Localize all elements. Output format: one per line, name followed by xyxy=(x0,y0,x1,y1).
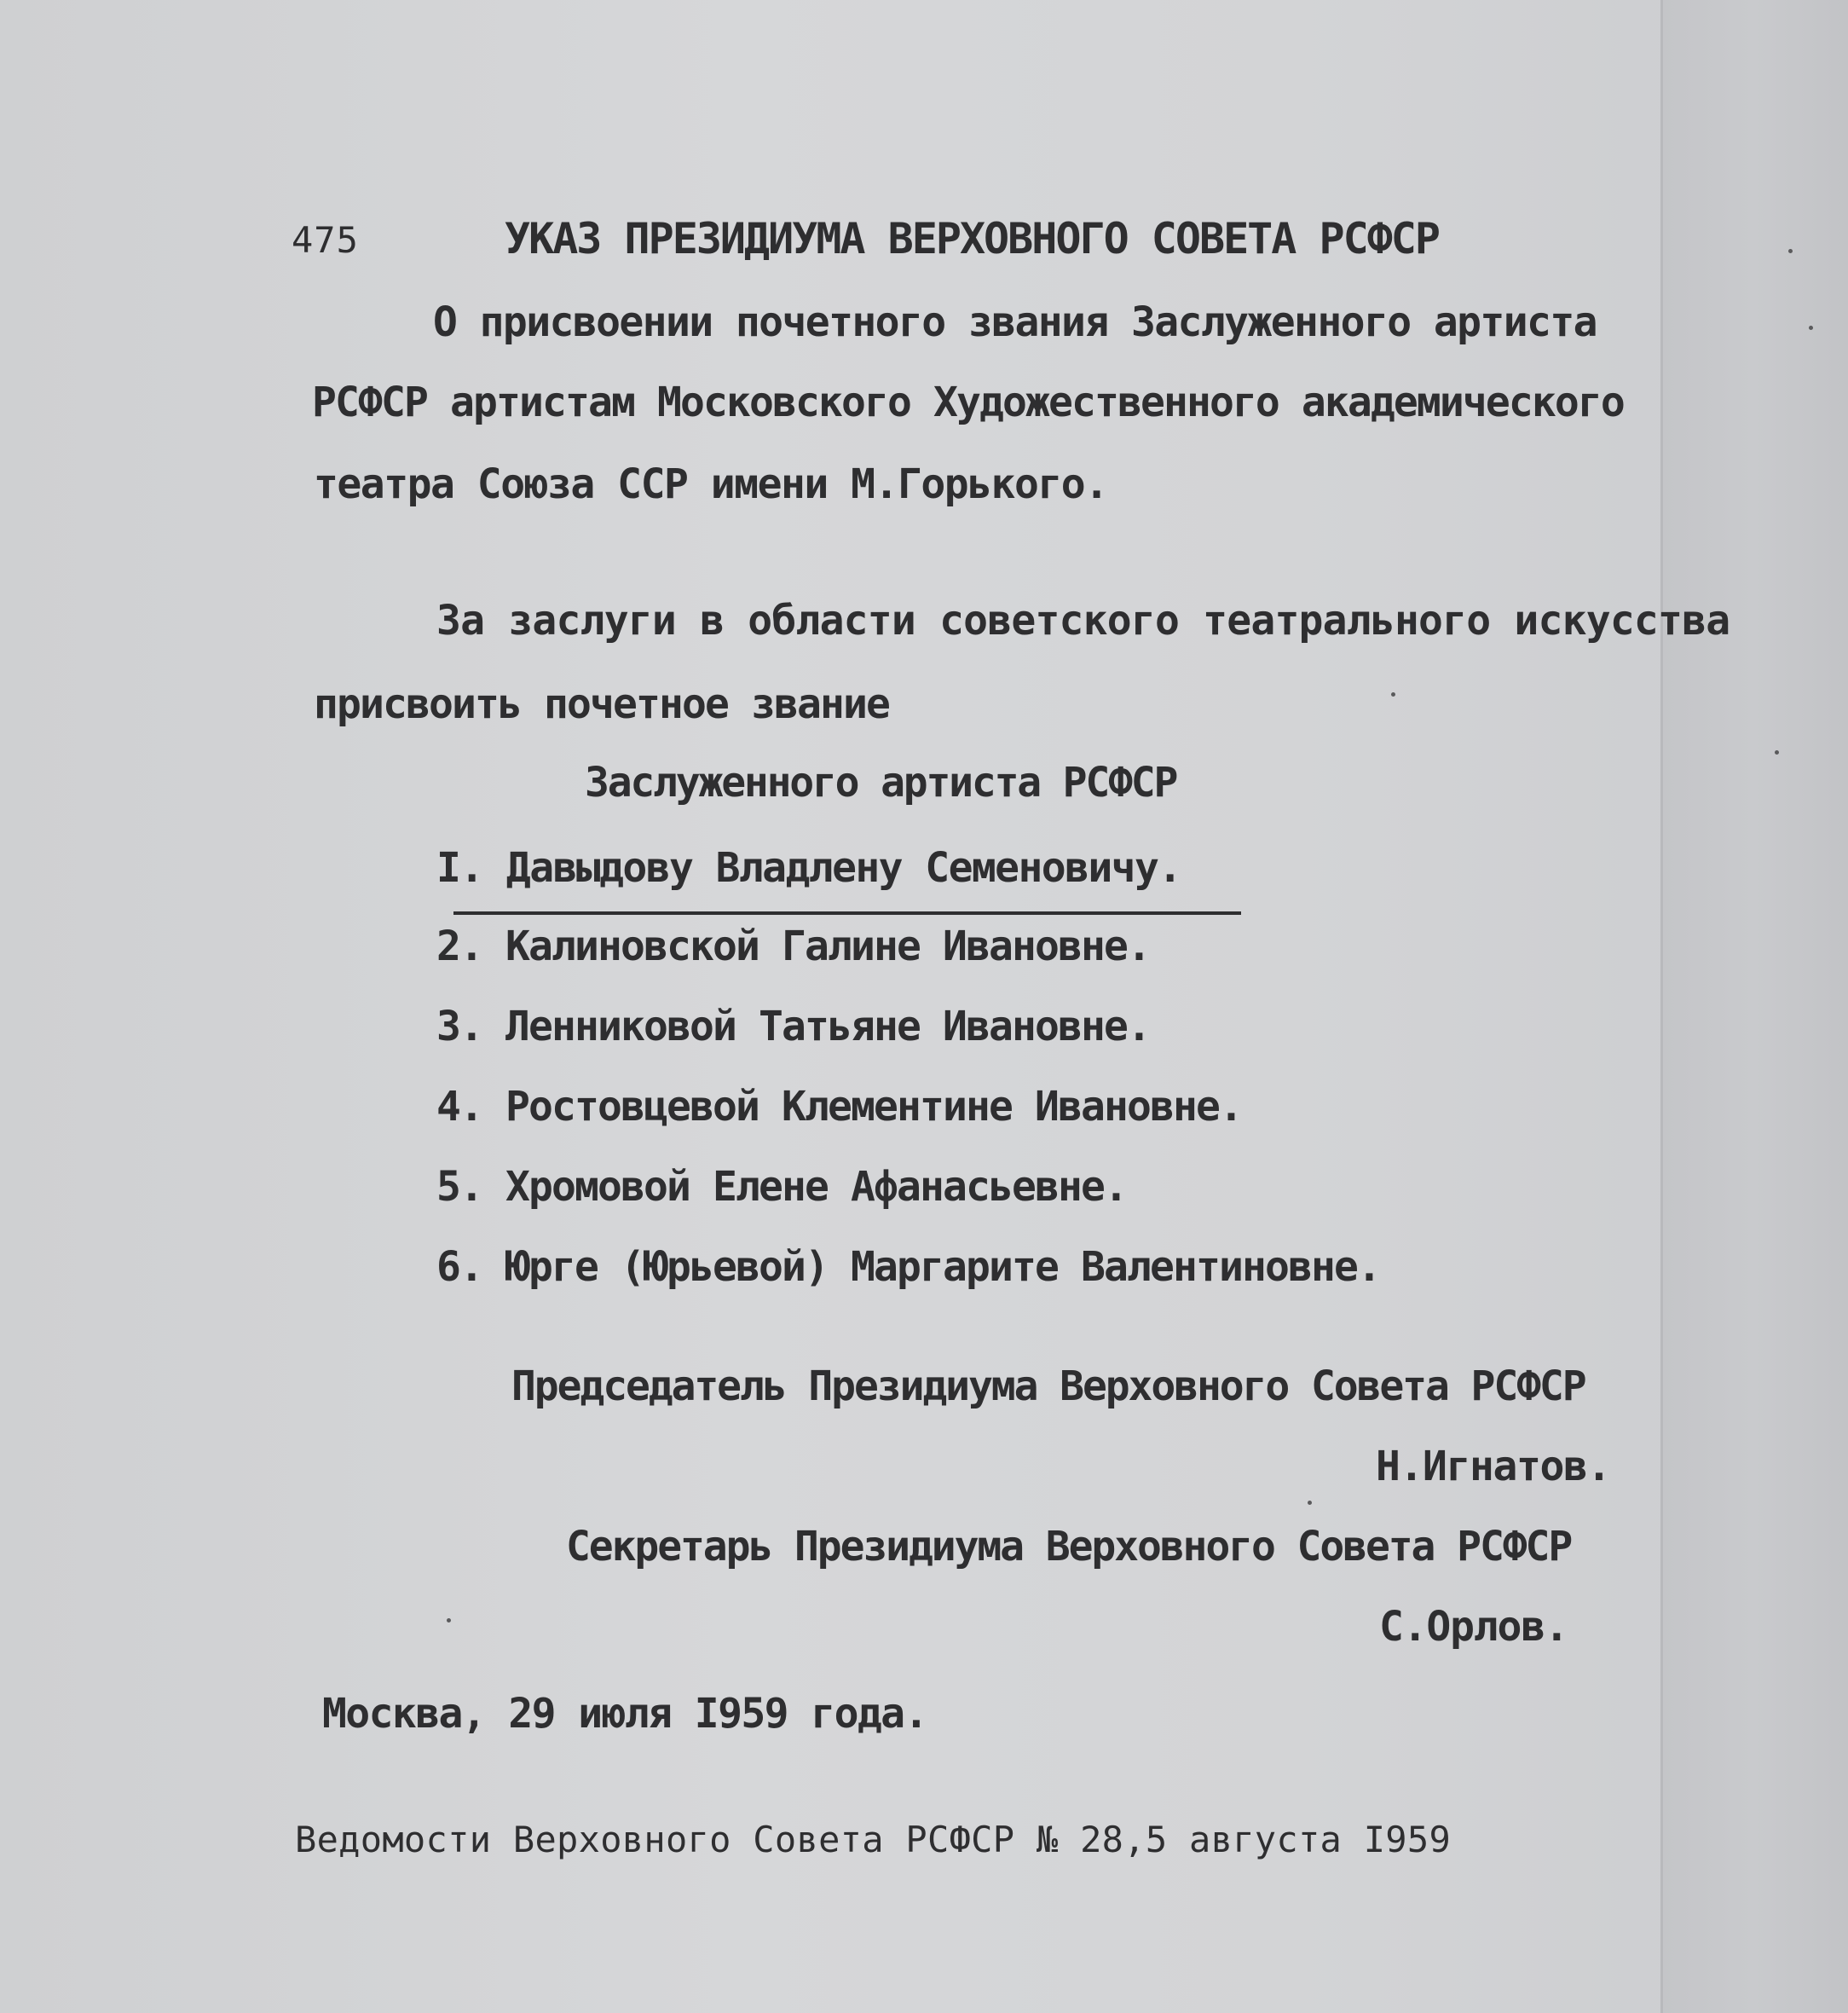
source-citation: Ведомости Верховного Совета РСФСР № 28,5 августа I959 xyxy=(295,1819,1452,1860)
document-number: 475 xyxy=(292,219,359,261)
paper-fold-edge xyxy=(1660,0,1663,2013)
subject-line-2: РСФСР артистам Московского Художественного академического xyxy=(312,379,1624,426)
chairman-name: Н.Игнатов. xyxy=(1376,1443,1610,1490)
paper-speck xyxy=(1788,249,1793,253)
place-date: Москва, 29 июля I959 года. xyxy=(322,1690,927,1738)
recipient-3: 3. Ленниковой Татьяне Ивановне. xyxy=(436,1003,1150,1050)
recipient-1: I. Давыдову Владлену Семеновичу. xyxy=(436,844,1181,892)
paper-speck xyxy=(447,1618,451,1623)
honor-title: Заслуженного артиста РСФСР xyxy=(585,759,1177,807)
secretary-title: Секретарь Президиума Верховного Совета РСФСР xyxy=(566,1523,1572,1570)
paper-fold-shadow xyxy=(1660,0,1848,2013)
subject-line-3: театра Союза ССР имени М.Горького. xyxy=(314,460,1108,508)
chairman-title: Председатель Президиума Верховного Совета РСФСР xyxy=(511,1362,1585,1410)
paper-speck xyxy=(1775,750,1779,755)
recipient-1-underline xyxy=(453,911,1241,915)
body-line-1: За заслуги в области советского театрального искусства xyxy=(436,597,1730,645)
paper-speck xyxy=(1809,326,1813,330)
recipient-2: 2. Калиновской Галине Ивановне. xyxy=(436,923,1150,970)
recipient-6: 6. Юрге (Юрьевой) Маргарите Валентиновне. xyxy=(436,1243,1380,1291)
document-title: УКАЗ ПРЕЗИДИУМА ВЕРХОВНОГО СОВЕТА РСФСР xyxy=(505,214,1439,263)
recipient-5: 5. Хромовой Елене Афанасьевне. xyxy=(436,1163,1127,1211)
paper-speck xyxy=(1308,1501,1312,1505)
secretary-name: С.Орлов. xyxy=(1379,1603,1568,1651)
paper-speck xyxy=(1391,692,1395,697)
body-line-2: присвоить почетное звание xyxy=(314,680,889,728)
subject-line-1: О присвоении почетного звания Заслуженного артиста xyxy=(433,298,1597,346)
recipient-4: 4. Ростовцевой Клементине Ивановне. xyxy=(436,1083,1242,1131)
